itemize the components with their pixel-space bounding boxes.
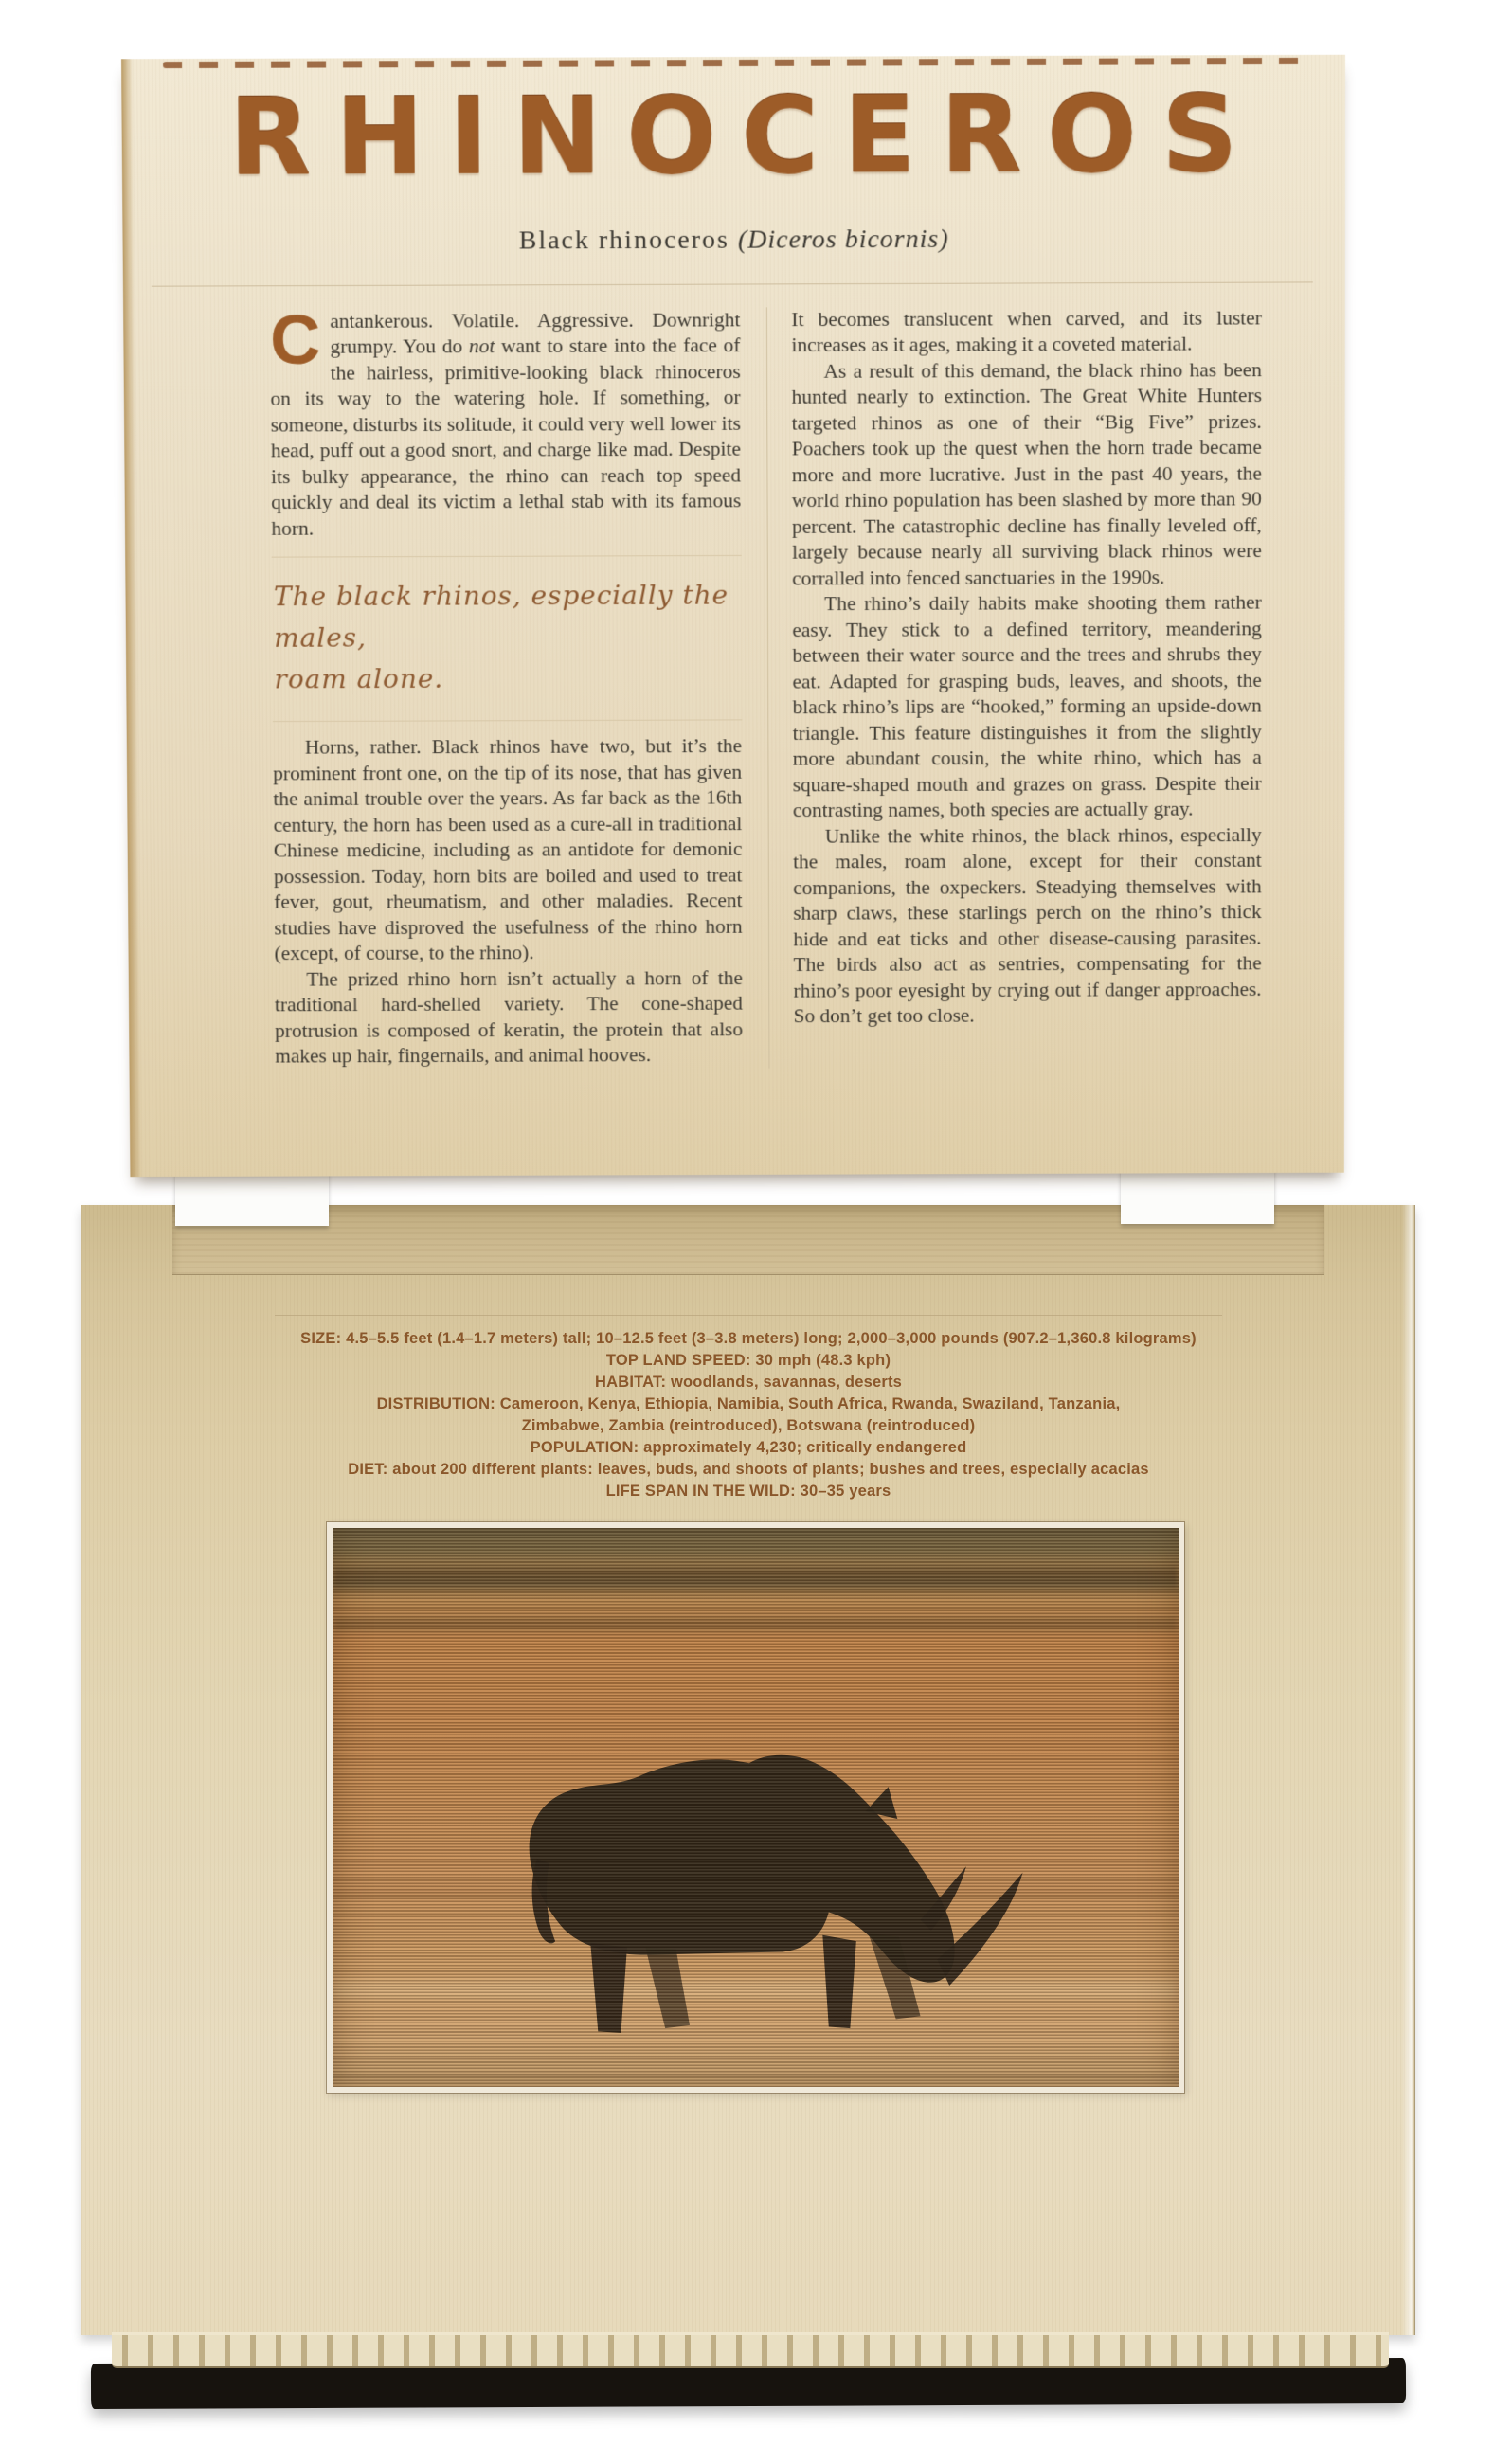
paragraph-hunting: As a result of this demand, the black rhino has been hunted nearly to extinction. The Great White Hunters targeted rhinos as one of their “Big Five” prizes. Poachers took up the quest when the horn trade became more and more lucrative. Just in the past 40 years, the world rhino population has been slashed by more than 90 percent. The catastrophic decline has finally leveled off, largely because nearly all surviving black rhinos were corralled into fenced sanctuaries in the 1990s. [791, 357, 1262, 590]
savanna-background [333, 1528, 1179, 2087]
paragraph-keratin: The prized rhino horn isn’t actually a horn of the traditional hard-shelled variety. The cone-shaped protrusion is composed of keratin, the protein that also makes up hair, fingernails, and animal hooves. [274, 965, 744, 1068]
stats-block [180, 1328, 1317, 1502]
paragraph-horns: Horns, rather. Black rhinos have two, but it’s the prominent front one, on the tip of its nose, that has given the animal trouble over the years. As far back as the 16th century, the horn has been used as a cure-all in traditional Chinese medicine, including as an antidote for demonic possession. Today, horn bits are boiled and used to treat fever, gout, rheumatism, and other maladies. Recent studies have disproved the usefulness of the rhino horn (except, of course, to the rhino). [273, 734, 743, 965]
handwritten-note-line-2: roam alone. [274, 663, 444, 695]
column-left [269, 299, 744, 1070]
cardboard-corrugation-edge [112, 2332, 1389, 2368]
subtitle-common-name: Black rhinoceros [518, 225, 738, 256]
stat-line-distribution: DISTRIBUTION: Cameroon, Kenya, Ethiopia, Namibia, South Africa, Rwanda, Swaziland, Tanzania, [376, 1395, 1121, 1412]
handwritten-note [272, 555, 742, 722]
paragraph-oxpeckers: Unlike the white rhinos, the black rhinos, especially the males, roam alone, except for their constant companions, the oxpeckers. Steadying themselves with sharp claws, these starlings perch on the rhino’s thick hide and eat ticks and other disease-causing parasites. The birds also act as sentries, compensating for the rhino’s poor eyesight by crying out if danger approaches. So don’t get too close. [793, 822, 1262, 1028]
top-page [121, 55, 1345, 1177]
column-right [765, 305, 1262, 1068]
paragraph-intro-emphasis: not [468, 334, 495, 358]
paragraph-intro [269, 299, 742, 542]
stat-line-speed: TOP LAND SPEED: 30 mph (48.3 kph) [605, 1352, 891, 1369]
paragraph-intro-text: antankerous. Volatile. Aggressive. Downright grumpy. You do [330, 308, 741, 358]
stat-line-lifespan: LIFE SPAN IN THE WILD: 30–35 years [605, 1483, 891, 1500]
paragraph-luster: It becomes translucent when carved, and its luster increases as it ages, making it a coveted material. [791, 306, 1262, 357]
rhino-photo [327, 1522, 1184, 2093]
stat-line-diet: DIET: about 200 different plants: leaves, buds, and shoots of plants; bushes and trees, especially acacias [348, 1461, 1149, 1478]
stat-line-distribution-2: Zimbabwe, Zambia (reintroduced), Botswana (reintroduced) [521, 1417, 976, 1434]
paragraph-intro-rest: want to stare into the face of the hairless, primitive-looking black rhinoceros on its way to the watering hole. If something, or someone, disturbs its solitude, it could very well lower its head, puff out a good snort, and charge like mad. Despite its bulky appearance, the rhino can reach top speed quickly and deal its victim a lethal stab with its famous horn. [270, 333, 742, 540]
article-columns [123, 282, 1345, 1070]
photo-vignette [333, 1528, 1179, 2087]
stats-divider [275, 1315, 1222, 1316]
stat-line-habitat: HABITAT: woodlands, savannas, deserts [594, 1374, 903, 1391]
bottom-page [81, 1205, 1415, 2335]
subtitle-latin-name: (Diceros bicornis) [737, 224, 949, 255]
stat-line-population: POPULATION: approximately 4,230; critically endangered [530, 1439, 967, 1456]
stitched-edge [163, 58, 1304, 68]
dropcap-letter: C [269, 299, 321, 379]
stat-line-size: SIZE: 4.5–5.5 feet (1.4–1.7 meters) tall; 10–12.5 feet (3–3.8 meters) long; 2,000–3,000 pounds (907.2–1,360.8 kilograms) [300, 1330, 1197, 1347]
page-title: RHINOCEROS [228, 73, 1263, 200]
page-subtitle [122, 223, 1344, 257]
paragraph-habits: The rhino’s daily habits make shooting them rather easy. They stick to a defined territory, meandering between their water source and the trees and shrubs they eat. Adapted for grasping buds, leaves, and shoots, the black rhino’s lips are “hooked,” forming an upside-down triangle. This feature distinguishes it from the slightly more abundant cousin, the white rhino, which has a square-shaped mouth and grazes on grass. Despite their contrasting names, both species are actually gray. [792, 590, 1262, 822]
handwritten-note-line-1: The black rhinos, especially the males, [273, 579, 729, 654]
